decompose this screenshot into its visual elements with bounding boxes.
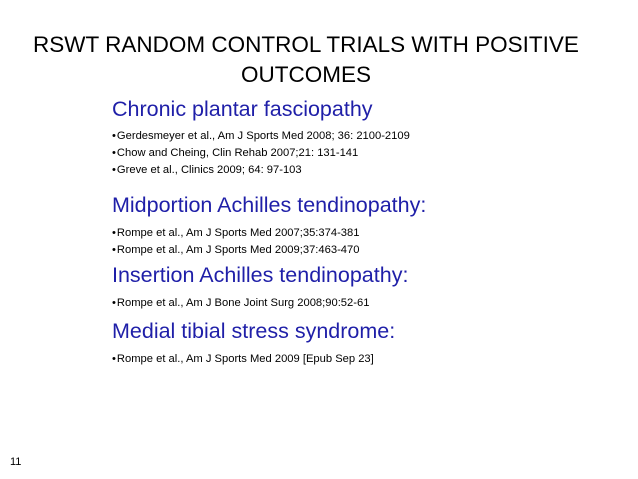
reference-item — [112, 295, 408, 312]
slide-title — [0, 30, 612, 90]
reference-list — [112, 128, 410, 179]
reference-list — [112, 351, 395, 368]
reference-item — [112, 225, 426, 242]
bullet-icon: • — [112, 297, 116, 309]
reference-text: Rompe et al., Am J Sports Med 2009 [Epub Sep 23] — [116, 353, 374, 365]
reference-text: Chow and Cheing, Clin Rehab 2007;21: 131-141 — [116, 147, 359, 159]
reference-item — [112, 145, 410, 162]
reference-text: Gerdesmeyer et al., Am J Sports Med 2008; 36: 2100-2109 — [116, 130, 410, 142]
reference-text: Rompe et al., Am J Sports Med 2007;35:374-381 — [116, 227, 360, 239]
reference-item — [112, 242, 426, 259]
section-heading: Chronic plantar fasciopathy — [112, 97, 373, 121]
reference-item — [112, 128, 410, 145]
slide-title-line-2: OUTCOMES — [240, 62, 371, 87]
reference-list — [112, 295, 408, 312]
bullet-icon: • — [112, 227, 116, 239]
reference-text: Rompe et al., Am J Sports Med 2009;37:463-470 — [116, 244, 360, 256]
bullet-icon: • — [112, 353, 116, 365]
reference-list — [112, 225, 426, 259]
page-number: 11 — [10, 456, 22, 468]
section-midportion-achilles-tendinopathy — [112, 192, 426, 259]
bullet-icon: • — [112, 147, 116, 159]
bullet-icon: • — [112, 244, 116, 256]
bullet-icon: • — [112, 164, 116, 176]
slide-title-line-1: RSWT RANDOM CONTROL TRIALS WITH POSITIVE — [33, 32, 579, 57]
section-heading: Insertion Achilles tendinopathy: — [112, 263, 409, 287]
section-heading: Midportion Achilles tendinopathy: — [112, 193, 427, 217]
bullet-icon: • — [112, 130, 116, 142]
section-medial-tibial-stress-syndrome — [112, 318, 395, 368]
reference-item — [112, 162, 410, 179]
section-heading: Medial tibial stress syndrome: — [112, 319, 396, 343]
reference-text: Rompe et al., Am J Bone Joint Surg 2008;90:52-61 — [116, 297, 370, 309]
section-insertion-achilles-tendinopathy — [112, 262, 408, 312]
reference-item — [112, 351, 395, 368]
section-chronic-plantar-fasciopathy — [112, 96, 410, 179]
reference-text: Greve et al., Clinics 2009; 64: 97-103 — [116, 164, 302, 176]
